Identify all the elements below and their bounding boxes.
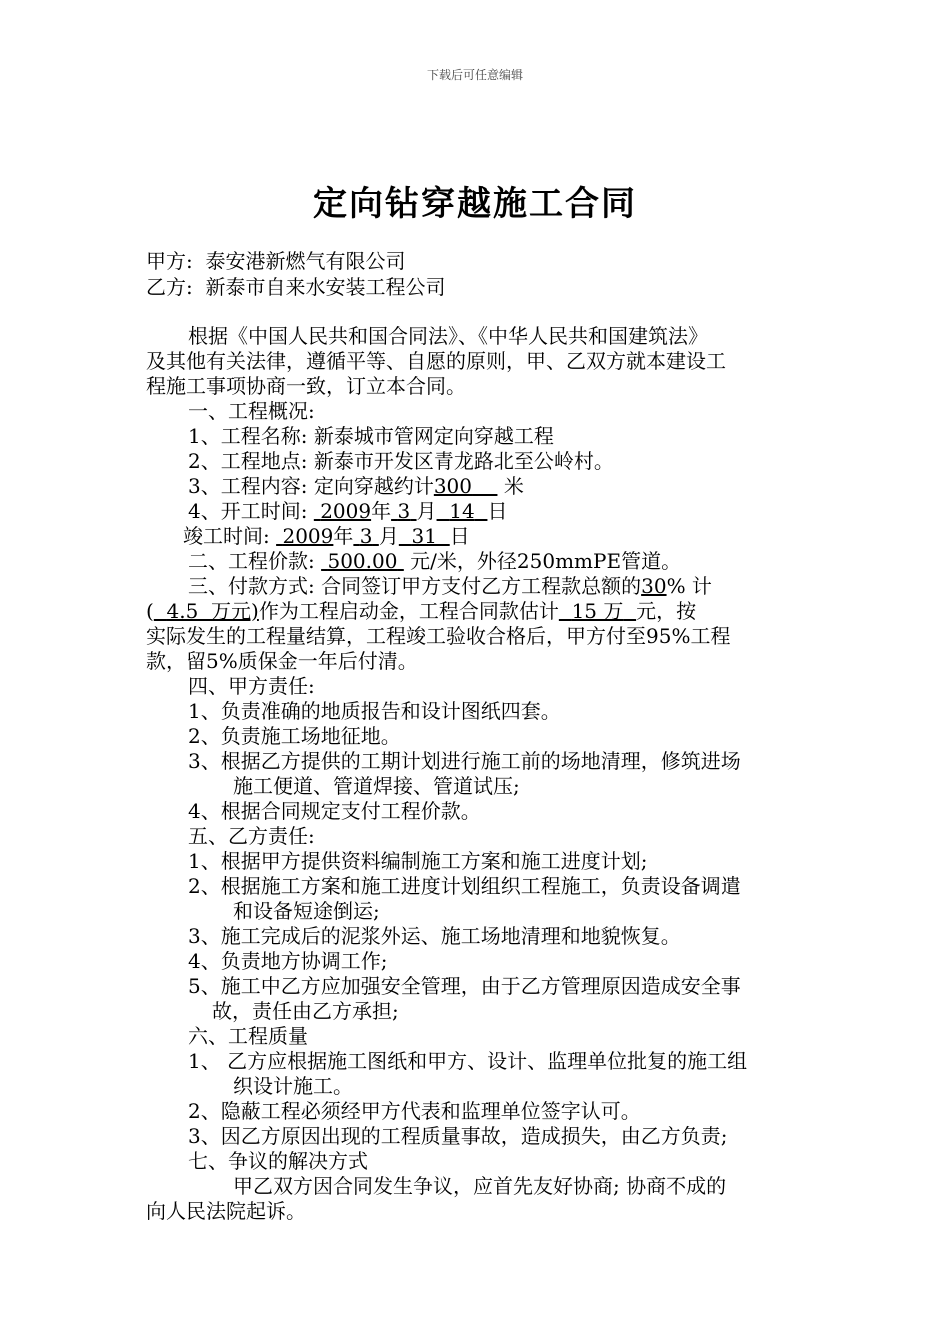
dispute-line: 向人民法院起诉。: [146, 1199, 306, 1223]
payment-percent: 30: [641, 574, 667, 598]
party-a-name: 泰安港新燃气有限公司: [205, 249, 406, 273]
list-item-cont: 故，责任由乙方承担;: [212, 999, 399, 1023]
price-unit: 元/米，外径250mmPE管道。: [410, 549, 682, 573]
list-item: 4、根据合同规定支付工程价款。: [188, 799, 481, 823]
list-item: 3、根据乙方提供的工期计划进行施工前的场地清理，修筑进场: [188, 749, 741, 773]
dispute-line: 甲乙双方因合同发生争议，应首先友好协商; 协商不成的: [233, 1174, 727, 1198]
intro-line: 及其他有关法律，遵循平等、自愿的原则，甲、乙双方就本建设工: [146, 349, 726, 373]
document-title: 定向钻穿越施工合同: [313, 184, 637, 224]
party-a-line: [146, 249, 405, 273]
project-location: 2、工程地点: 新泰市开发区青龙路北至公岭村。: [188, 449, 614, 473]
end-label: 竣工时间:: [183, 524, 270, 548]
list-item: 1、 乙方应根据施工图纸和甲方、设计、监理单位批复的施工组: [188, 1049, 748, 1073]
intro-line: 程施工事项协商一致，订立本合同。: [146, 374, 466, 398]
content-value: 300: [433, 474, 473, 498]
list-item-cont: 织设计施工。: [233, 1074, 353, 1098]
party-a-label: 甲方:: [146, 249, 193, 273]
start-year: 2009: [320, 499, 372, 523]
payment-line: 款，留5%质保金一年后付清。: [146, 649, 418, 673]
list-item-cont: 和设备短途倒运;: [233, 899, 380, 923]
list-item: 4、负责地方协调工作;: [188, 949, 388, 973]
payment-line: 三、付款方式: 合同签订甲方支付乙方工程款总额的30% 计: [188, 574, 712, 598]
end-date: 竣工时间: 2009年 3 月 31 日: [183, 524, 470, 548]
party-b-name: 新泰市自来水安装工程公司: [205, 275, 446, 299]
list-item: 1、负责准确的地质报告和设计图纸四套。: [188, 699, 561, 723]
start-date: 4、开工时间: 2009年 3 月 14 日: [188, 499, 508, 523]
payment-line: 实际发生的工程量结算，工程竣工验收合格后，甲方付至95%工程: [146, 624, 731, 648]
price-value: 500.00: [327, 549, 398, 573]
project-name: 1、工程名称: 新泰城市管网定向穿越工程: [188, 424, 554, 448]
payment-amount-total: 15 万: [571, 599, 624, 623]
payment-line: ( 4.5 万元)作为工程启动金，工程合同款估计 15 万 元，按: [146, 599, 697, 623]
list-item-cont: 施工便道、管道焊接、管道试压;: [233, 774, 520, 798]
party-b-line: [146, 275, 445, 299]
end-month: 3: [359, 524, 373, 548]
start-day: 14: [449, 499, 475, 523]
intro-line: 根据《中国人民共和国合同法》、《中华人民共和国建筑法》: [188, 324, 708, 348]
project-content: [188, 474, 524, 498]
end-day: 31: [411, 524, 437, 548]
list-item: 2、根据施工方案和施工进度计划组织工程施工，负责设备调遣: [188, 874, 741, 898]
content-unit: 米: [503, 474, 524, 498]
price-label: 二、工程价款:: [188, 549, 315, 573]
list-item: 3、因乙方原因出现的工程质量事故，造成损失，由乙方负责;: [188, 1124, 728, 1148]
price-line: [188, 549, 681, 573]
payment-amount-start: 4.5 万元): [166, 599, 259, 623]
party-b-label: 乙方:: [146, 275, 193, 299]
list-item: 2、负责施工场地征地。: [188, 724, 401, 748]
section-heading: 四、甲方责任:: [188, 674, 315, 698]
list-item: 2、隐蔽工程必须经甲方代表和监理单位签字认可。: [188, 1099, 641, 1123]
list-item: 1、根据甲方提供资料编制施工方案和施工进度计划;: [188, 849, 648, 873]
header-note: 下载后可任意编辑: [426, 68, 523, 82]
section-heading: 七、争议的解决方式: [188, 1149, 368, 1173]
list-item: 3、施工完成后的泥浆外运、施工场地清理和地貌恢复。: [188, 924, 681, 948]
section-heading: 六、工程质量: [188, 1024, 308, 1048]
list-item: 5、施工中乙方应加强安全管理，由于乙方管理原因造成安全事: [188, 974, 741, 998]
start-month: 3: [397, 499, 411, 523]
section-heading: 一、工程概况:: [188, 399, 315, 423]
section-heading: 五、乙方责任:: [188, 824, 315, 848]
start-label: 4、开工时间:: [188, 499, 308, 523]
end-year: 2009: [282, 524, 334, 548]
content-label: 3、工程内容: 定向穿越约计: [188, 474, 434, 498]
